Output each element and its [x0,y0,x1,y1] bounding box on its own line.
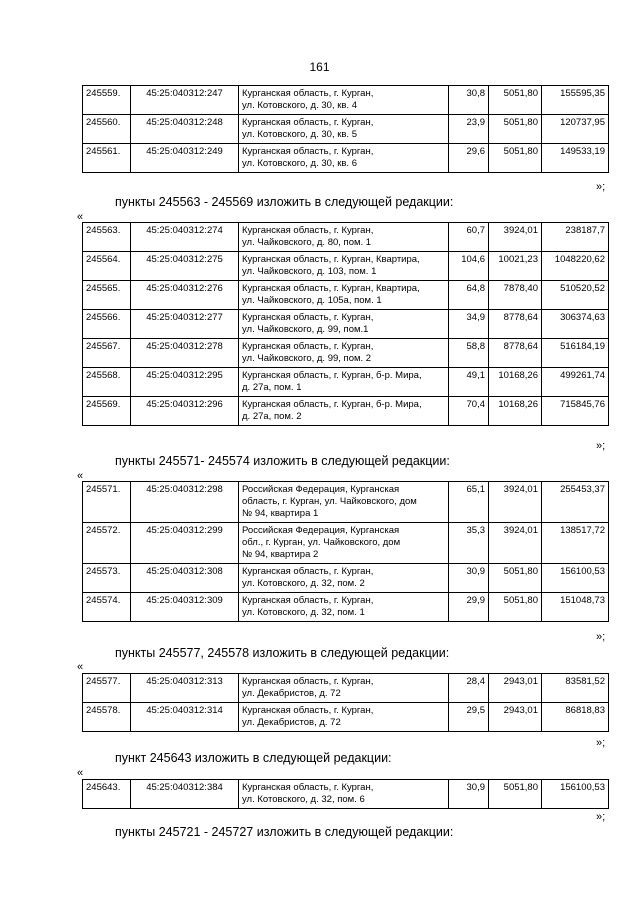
cell-cadastral-number: 45:25:040312:384 [131,780,239,809]
cell-address [239,780,449,809]
cell-price: 8778,64 [489,339,542,368]
cell-item-number: 245559. [83,86,131,115]
cell-cadastral-number: 45:25:040312:299 [131,523,239,564]
cell-price: 5051,80 [489,115,542,144]
cell-cadastral-number: 45:25:040312:314 [131,703,239,732]
cell-item-number: 245566. [83,310,131,339]
cell-total: 510520,52 [542,281,609,310]
cell-area: 34,9 [449,310,489,339]
address-line: Курганская область, г. Курган, [242,312,374,323]
instruction-paragraph-1: пункты 245563 - 245569 изложить в следующей редакции: [115,195,454,209]
table-row [83,564,609,593]
table-section-2 [82,222,609,426]
table-section-1 [82,85,609,173]
cell-item-number: 245568. [83,368,131,397]
cell-cadastral-number: 45:25:040312:249 [131,144,239,173]
cell-area: 30,9 [449,780,489,809]
cell-cadastral-number: 45:25:040312:296 [131,397,239,426]
address-line: № 94, квартира 2 [242,549,319,560]
address-line: Курганская область, г. Курган, [242,88,374,99]
cell-total: 255453,37 [542,482,609,523]
table-row [83,115,609,144]
cell-address [239,252,449,281]
table-row [83,144,609,173]
cell-area: 58,8 [449,339,489,368]
cell-price: 7878,40 [489,281,542,310]
address-line: Курганская область, г. Курган, [242,676,374,687]
cell-item-number: 245560. [83,115,131,144]
table-row [83,252,609,281]
closing-quote-4: »; [596,737,606,749]
cell-address [239,115,449,144]
address-line: Курганская область, г. Курган, [242,341,374,352]
address-line: д. 27а, пом. 2 [242,411,302,422]
cell-total: 238187,7 [542,223,609,252]
cell-price: 5051,80 [489,144,542,173]
cell-total: 149533,19 [542,144,609,173]
cell-area: 104,6 [449,252,489,281]
address-line: Курганская область, г. Курган, Квартира, [242,283,420,294]
instruction-paragraph-4: пункт 245643 изложить в следующей редакции: [115,751,392,765]
table-section-5 [82,779,609,809]
cell-total: 306374,63 [542,310,609,339]
table-row [83,281,609,310]
address-line: Курганская область, г. Курган, [242,566,374,577]
address-line: ул. Котовского, д. 32, пом. 2 [242,578,365,589]
cell-cadastral-number: 45:25:040312:276 [131,281,239,310]
cell-price: 2943,01 [489,674,542,703]
table-row [83,703,609,732]
cell-cadastral-number: 45:25:040312:313 [131,674,239,703]
closing-quote-2: »; [596,440,606,452]
address-line: ул. Котовского, д. 32, пом. 6 [242,794,365,805]
address-line: ул. Чайковского, д. 99, пом. 2 [242,353,372,364]
address-line: ул. Декабристов, д. 72 [242,717,341,728]
cell-area: 30,9 [449,564,489,593]
cell-area: 29,5 [449,703,489,732]
opening-quote-4: « [77,767,84,779]
cell-item-number: 245563. [83,223,131,252]
cell-cadastral-number: 45:25:040312:308 [131,564,239,593]
address-line: Российская Федерация, Курганская [242,525,400,536]
cell-address [239,281,449,310]
cell-area: 30,8 [449,86,489,115]
instruction-paragraph-5: пункты 245721 - 245727 изложить в следующей редакции: [115,825,454,839]
table-section-4 [82,673,609,732]
table-row [83,86,609,115]
table-row [83,593,609,622]
opening-quote-3: « [77,661,84,673]
cell-item-number: 245577. [83,674,131,703]
cell-area: 60,7 [449,223,489,252]
opening-quote-1: « [77,211,84,223]
table-row [83,482,609,523]
address-line: № 94, квартира 1 [242,508,319,519]
cell-item-number: 245571. [83,482,131,523]
address-line: Курганская область, г. Курган, [242,595,374,606]
address-line: ул. Чайковского, д. 105а, пом. 1 [242,295,382,306]
cell-item-number: 245564. [83,252,131,281]
address-line: Курганская область, г. Курган, б-р. Мира, [242,399,422,410]
address-line: ул. Декабристов, д. 72 [242,688,341,699]
table-row [83,397,609,426]
cell-price: 3924,01 [489,523,542,564]
cell-price: 10168,26 [489,368,542,397]
cell-cadastral-number: 45:25:040312:295 [131,368,239,397]
cell-address [239,310,449,339]
address-line: ул. Чайковского, д. 80, пом. 1 [242,237,372,248]
cell-price: 5051,80 [489,86,542,115]
address-line: д. 27а, пом. 1 [242,382,302,393]
address-line: ул. Чайковского, д. 99, пом.1 [242,324,369,335]
instruction-paragraph-3: пункты 245577, 245578 изложить в следующей редакции: [115,646,450,660]
cell-total: 516184,19 [542,339,609,368]
cell-cadastral-number: 45:25:040312:309 [131,593,239,622]
cell-item-number: 245569. [83,397,131,426]
cell-total: 715845,76 [542,397,609,426]
address-line: Курганская область, г. Курган, [242,146,374,157]
address-line: ул. Котовского, д. 30, кв. 4 [242,100,357,111]
cell-price: 10168,26 [489,397,542,426]
cell-area: 70,4 [449,397,489,426]
cell-address [239,703,449,732]
cell-price: 3924,01 [489,223,542,252]
cell-address [239,523,449,564]
cell-area: 29,6 [449,144,489,173]
cell-price: 5051,80 [489,564,542,593]
cell-address [239,339,449,368]
table-row [83,674,609,703]
cell-item-number: 245565. [83,281,131,310]
cell-address [239,593,449,622]
table-row [83,223,609,252]
cell-price: 10021,23 [489,252,542,281]
address-line: Курганская область, г. Курган, [242,782,374,793]
table-row [83,523,609,564]
cell-address [239,144,449,173]
cell-item-number: 245578. [83,703,131,732]
cell-cadastral-number: 45:25:040312:275 [131,252,239,281]
cell-area: 64,8 [449,281,489,310]
address-line: ул. Котовского, д. 30, кв. 6 [242,158,357,169]
address-line: обл., г. Курган, ул. Чайковского, дом [242,537,401,548]
address-line: ул. Чайковского, д. 103, пом. 1 [242,266,377,277]
cell-item-number: 245573. [83,564,131,593]
cell-cadastral-number: 45:25:040312:277 [131,310,239,339]
cell-address [239,397,449,426]
table-section-3 [82,481,609,622]
cell-area: 29,9 [449,593,489,622]
cell-address [239,482,449,523]
cell-total: 83581,52 [542,674,609,703]
cell-cadastral-number: 45:25:040312:298 [131,482,239,523]
cell-item-number: 245574. [83,593,131,622]
cell-cadastral-number: 45:25:040312:278 [131,339,239,368]
address-line: ул. Котовского, д. 30, кв. 5 [242,129,357,140]
instruction-paragraph-2: пункты 245571- 245574 изложить в следующей редакции: [115,454,450,468]
cell-cadastral-number: 45:25:040312:274 [131,223,239,252]
cell-item-number: 245572. [83,523,131,564]
cell-price: 8778,64 [489,310,542,339]
cell-address [239,368,449,397]
cell-area: 49,1 [449,368,489,397]
cell-price: 5051,80 [489,780,542,809]
cell-cadastral-number: 45:25:040312:247 [131,86,239,115]
address-line: Российская Федерация, Курганская [242,484,400,495]
cell-item-number: 245643. [83,780,131,809]
opening-quote-2: « [77,470,84,482]
cell-total: 138517,72 [542,523,609,564]
address-line: Курганская область, г. Курган, [242,225,374,236]
cell-total: 120737,95 [542,115,609,144]
cell-address [239,223,449,252]
closing-quote-5: »; [596,811,606,823]
address-line: ул. Котовского, д. 32, пом. 1 [242,607,365,618]
cell-price: 3924,01 [489,482,542,523]
cell-area: 23,9 [449,115,489,144]
table-row [83,780,609,809]
closing-quote-1: »; [596,181,606,193]
cell-area: 65,1 [449,482,489,523]
page-number: 161 [309,60,330,74]
cell-cadastral-number: 45:25:040312:248 [131,115,239,144]
cell-total: 1048220,62 [542,252,609,281]
cell-total: 156100,53 [542,564,609,593]
cell-address [239,674,449,703]
address-line: Курганская область, г. Курган, [242,117,374,128]
cell-total: 155595,35 [542,86,609,115]
cell-address [239,86,449,115]
cell-total: 86818,83 [542,703,609,732]
cell-area: 35,3 [449,523,489,564]
address-line: Курганская область, г. Курган, [242,705,374,716]
table-row [83,368,609,397]
address-line: область, г. Курган, ул. Чайковского, дом [242,496,417,507]
address-line: Курганская область, г. Курган, б-р. Мира, [242,370,422,381]
cell-area: 28,4 [449,674,489,703]
cell-item-number: 245561. [83,144,131,173]
cell-total: 499261,74 [542,368,609,397]
cell-total: 156100,53 [542,780,609,809]
address-line: Курганская область, г. Курган, Квартира, [242,254,420,265]
closing-quote-3: »; [596,631,606,643]
cell-address [239,564,449,593]
cell-total: 151048,73 [542,593,609,622]
table-row [83,310,609,339]
table-row [83,339,609,368]
cell-price: 2943,01 [489,703,542,732]
cell-item-number: 245567. [83,339,131,368]
cell-price: 5051,80 [489,593,542,622]
